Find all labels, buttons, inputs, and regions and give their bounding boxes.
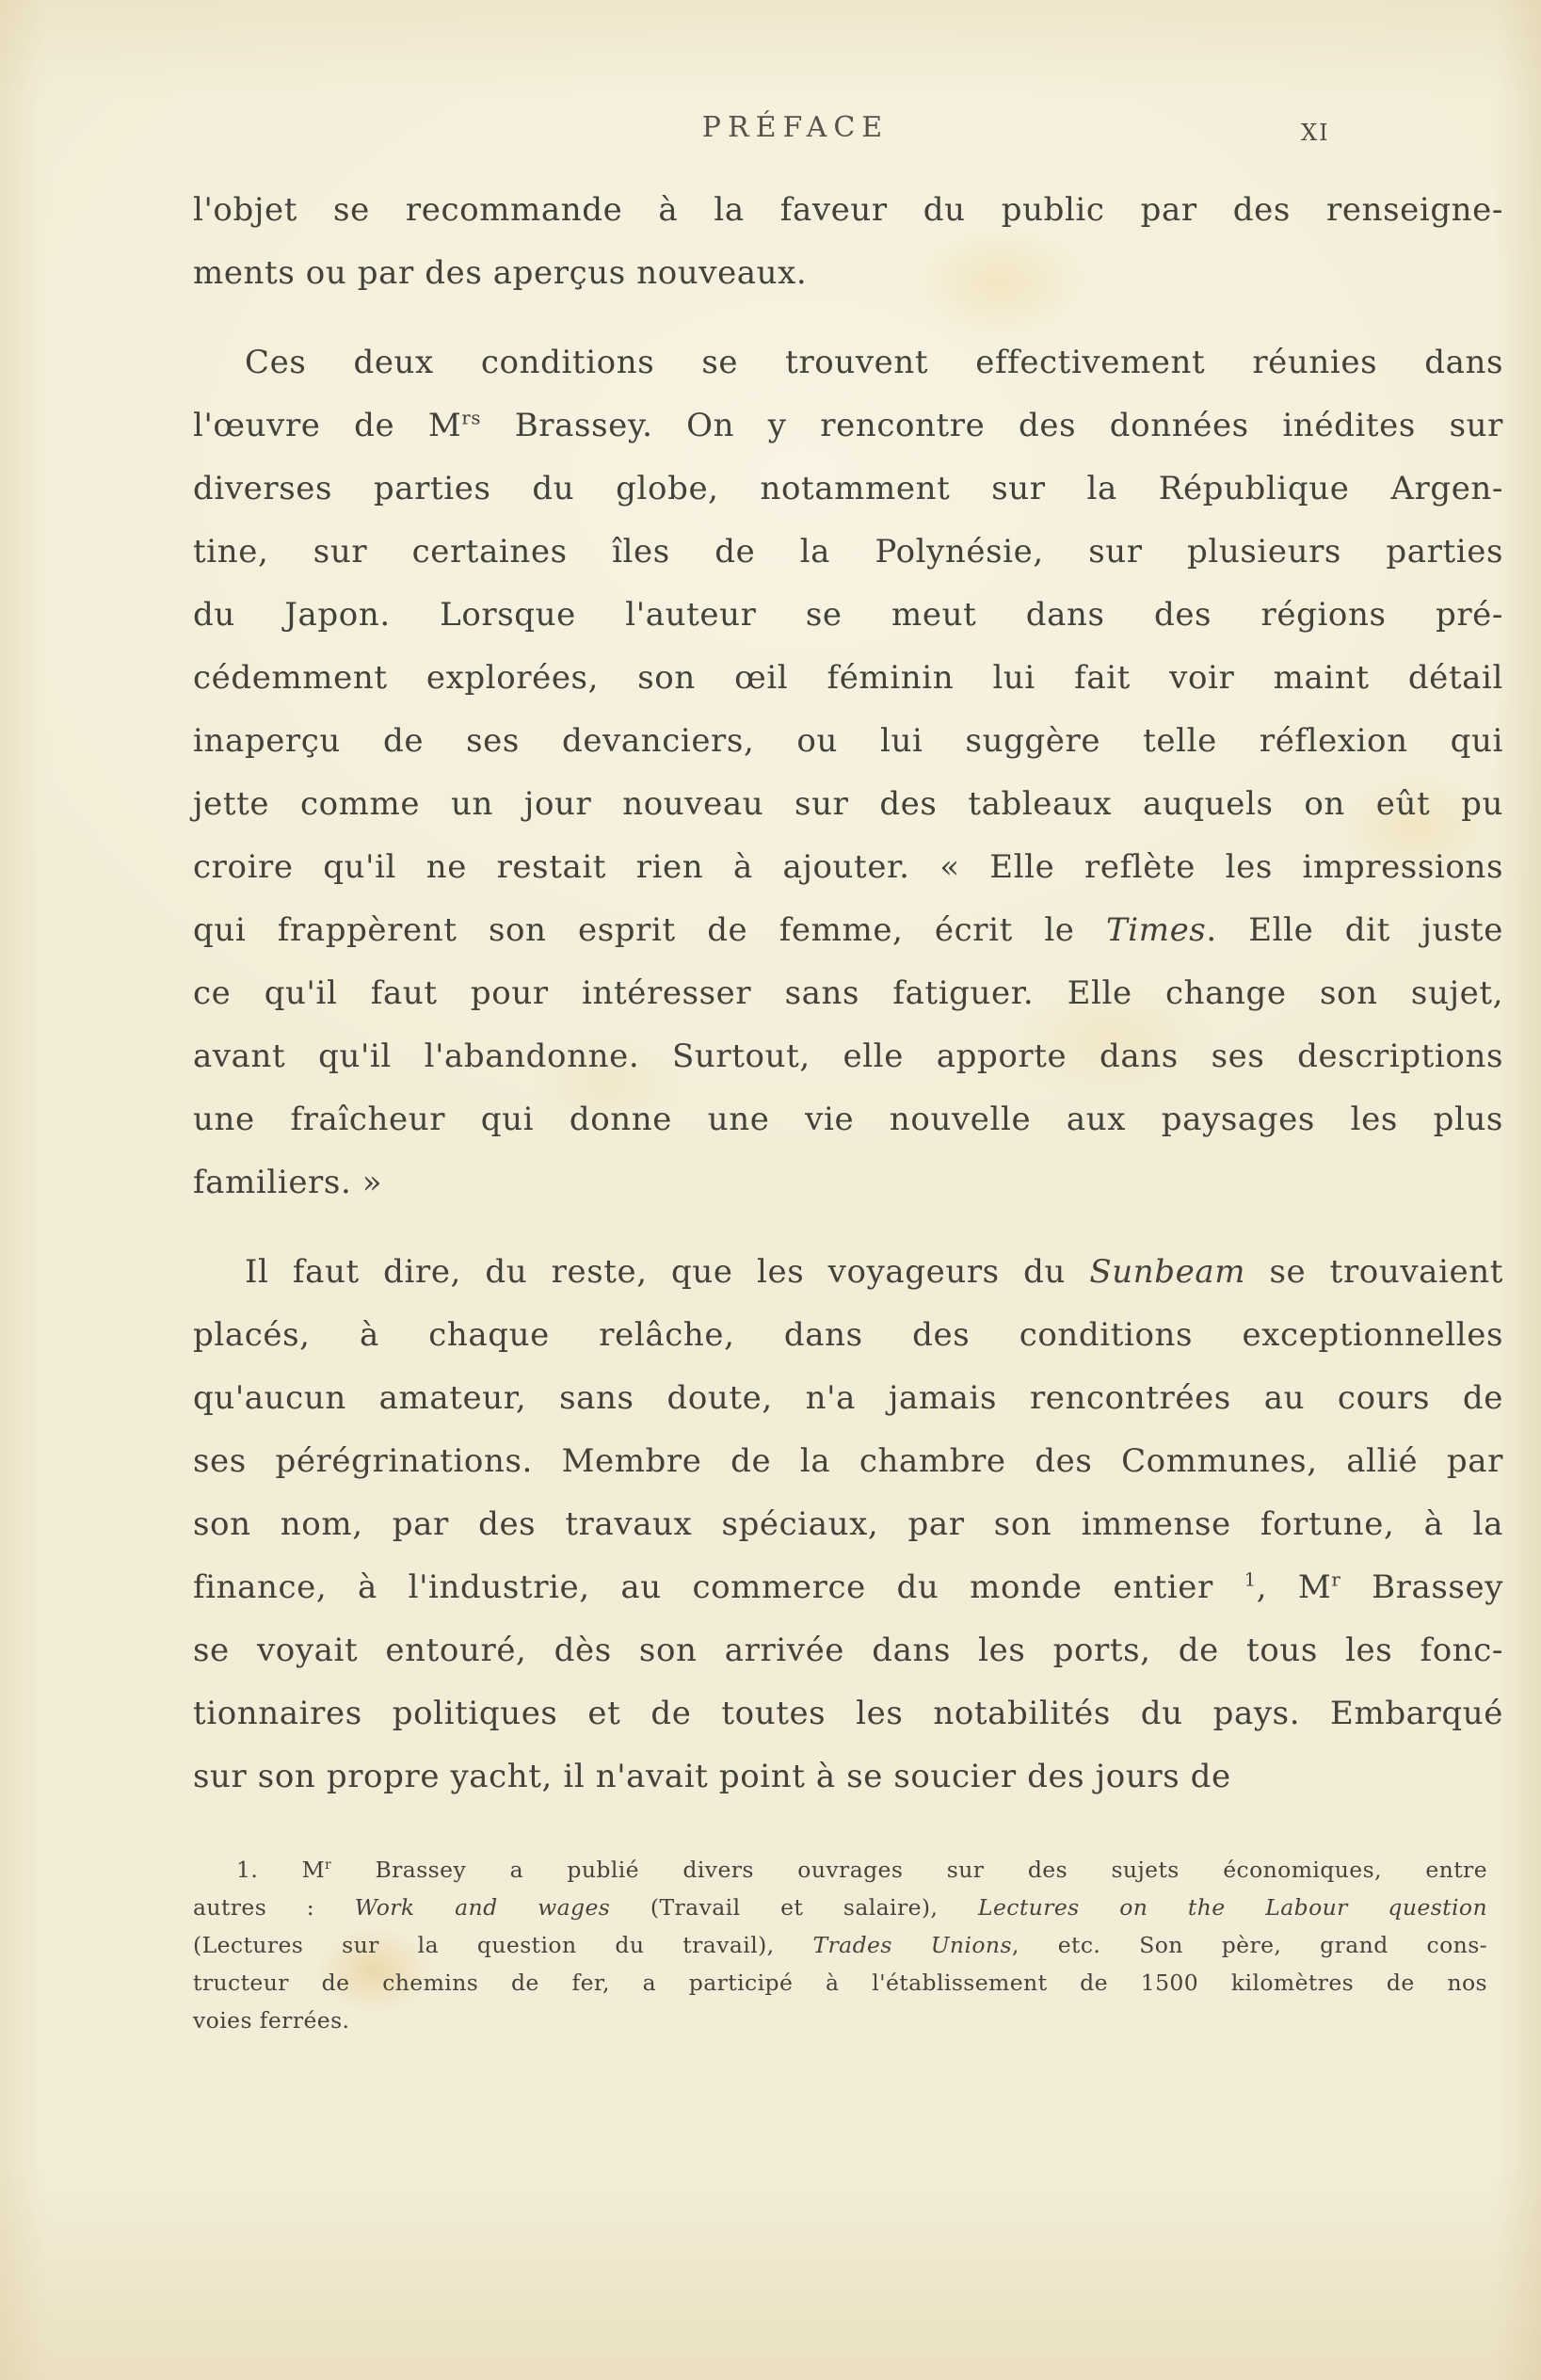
text-line [193,773,1503,836]
text-segment: voies ferrées. [193,2007,350,2034]
text-segment: ses pérégrinations. Membre de la chambre des Communes, allié par [193,1442,1503,1480]
text-segment: tionnaires politiques et de toutes les notabilités du pays. Embarqué [193,1695,1503,1732]
text-segment: autres : [193,1894,355,1921]
superscript-text: r [325,1857,332,1873]
text-line [193,899,1503,962]
text-segment: , etc. Son père, grand cons- [1011,1932,1487,1958]
text-segment: l'œuvre de M [193,407,462,444]
text-segment: Brassey. On y rencontre des données inédites sur [481,407,1503,444]
text-line [193,1367,1503,1430]
text-line [193,179,1503,242]
text-line [193,1964,1487,2002]
text-segment: l'objet se recommande à la faveur du public par des renseigne- [193,191,1503,229]
body-text [193,179,1503,1809]
italic-text: Lectures on the Labour question [977,1894,1487,1921]
text-line [193,458,1503,521]
text-segment: se voyait entouré, dès son arrivée dans les ports, de tous les fonc- [193,1632,1503,1669]
text-line [193,1088,1503,1151]
text-segment: du Japon. Lorsque l'auteur se meut dans des régions pré- [193,596,1503,634]
text-segment: finance, à l'industrie, au commerce du monde entier [193,1568,1244,1606]
text-line [193,1556,1503,1619]
text-segment: qu'aucun amateur, sans doute, n'a jamais rencontrées au cours de [193,1379,1503,1417]
footnote [193,1851,1487,2039]
text-segment: se trouvaient [1245,1253,1503,1291]
text-line [193,836,1503,899]
text-segment: sur son propre yacht, il n'avait point à se soucier des jours de [193,1758,1231,1795]
text-line [193,1241,1503,1304]
text-line [193,1889,1487,1926]
text-segment: , M [1256,1568,1332,1606]
paragraph [193,1241,1503,1809]
text-line [193,710,1503,773]
text-line [193,1682,1503,1745]
text-line [193,1745,1503,1809]
text-segment: familiers. » [193,1164,383,1201]
text-segment: tine, sur certaines îles de la Polynésie, sur plusieurs parties [193,533,1503,571]
italic-text: Work and wages [354,1894,611,1921]
page-title: PRÉFACE [701,111,890,144]
text-segment: cédemment explorées, son œil féminin lui fait voir maint détail [193,659,1503,697]
text-line [193,2002,1487,2039]
text-segment: Ces deux conditions se trouvent effectivement réunies dans [245,344,1503,381]
text-segment: placés, à chaque relâche, dans des conditions exceptionnelles [193,1316,1503,1354]
text-line [193,1493,1503,1556]
paragraph [193,179,1503,305]
text-segment: ments ou par des aperçus nouveaux. [193,254,808,292]
page-number: XI [1301,120,1330,146]
text-segment: qui frappèrent son esprit de femme, écrit le [193,911,1106,949]
text-segment: son nom, par des travaux spéciaux, par son immense fortune, à la [193,1505,1503,1543]
text-line [193,1430,1503,1493]
text-line [193,1025,1503,1088]
text-line [193,1926,1487,1964]
text-segment: jette comme un jour nouveau sur des tableaux auquels on eût pu [193,785,1503,823]
text-line [193,962,1503,1025]
text-segment: avant qu'il l'abandonne. Surtout, elle apporte dans ses descriptions [193,1037,1503,1075]
text-segment: 1. M [236,1857,326,1883]
italic-text: Trades Unions [812,1932,1012,1958]
text-segment: tructeur de chemins de fer, a participé à l'établissement de 1500 kilomètres de nos [193,1970,1487,1996]
text-line [193,242,1503,305]
text-line [193,1151,1503,1214]
text-segment: Il faut dire, du reste, que les voyageurs du [245,1253,1090,1291]
text-segment: Brassey [1340,1568,1504,1606]
text-segment: . Elle dit juste [1206,911,1504,949]
text-segment: une fraîcheur qui donne une vie nouvelle aux paysages les plus [193,1101,1503,1138]
text-segment: (Travail et salaire), [610,1894,978,1921]
text-line [193,331,1503,394]
text-segment: (Lectures sur la question du travail), [193,1932,813,1958]
superscript-text: r [1331,1568,1341,1591]
text-line [193,394,1503,458]
text-line [193,521,1503,584]
text-line [193,1619,1503,1682]
text-segment: diverses parties du globe, notamment sur la République Argen- [193,470,1503,507]
paragraph [193,331,1503,1214]
text-segment: ce qu'il faut pour intéresser sans fatiguer. Elle change son sujet, [193,974,1503,1012]
italic-text: Sunbeam [1089,1253,1246,1291]
text-line [193,647,1503,710]
text-segment: Brassey a publié divers ouvrages sur des sujets économiques, entre [331,1857,1487,1883]
italic-text: Times [1105,911,1207,949]
text-line [193,584,1503,647]
text-segment: croire qu'il ne restait rien à ajouter. « Elle reflète les impressions [193,848,1503,886]
superscript-text: rs [461,407,482,429]
superscript-text: 1 [1244,1568,1257,1591]
text-segment: inaperçu de ses devanciers, ou lui suggère telle réflexion qui [193,722,1503,760]
text-line [193,1851,1487,1889]
text-line [193,1304,1503,1367]
